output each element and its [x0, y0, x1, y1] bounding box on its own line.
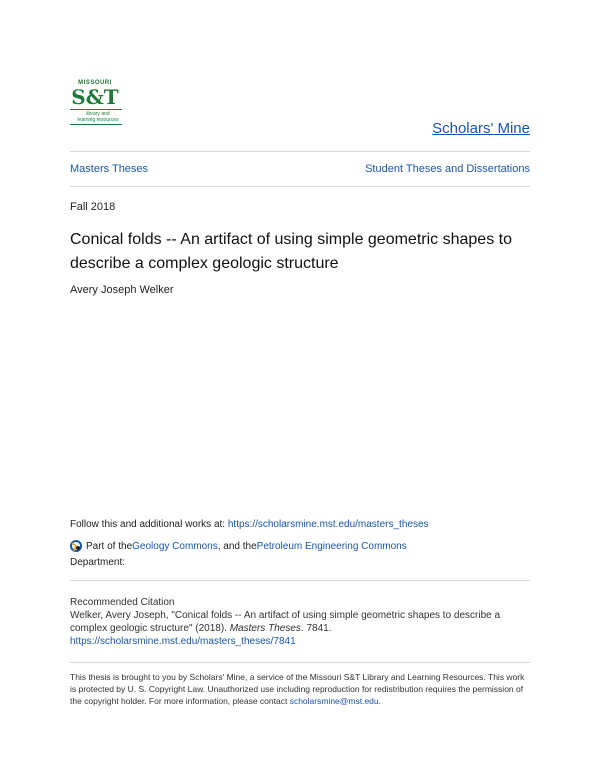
- nav-divider: [70, 186, 530, 187]
- department-label: Department:: [70, 557, 126, 568]
- follow-url-link[interactable]: https://scholarsmine.mst.edu/masters_theses: [227, 519, 429, 530]
- part-of-prefix: Part of the: [86, 540, 133, 552]
- site-name-link[interactable]: Scholars' Mine: [432, 120, 530, 137]
- logo-mark: S&T: [71, 85, 119, 109]
- logo-top-text: MISSOURI: [78, 80, 112, 86]
- logo-divider-bottom: [70, 124, 122, 125]
- footer-text: This thesis is brought to you by Scholars' Mine, a service of the Missouri S&T Library and Learning Resources. This work is protected by U. S. Copyright Law. Unauthorized use including reproduction for redistribution requires the permission of the copyright holder. For more information, please contact: [70, 672, 525, 706]
- nav-student-theses-link[interactable]: Student Theses and Dissertations: [365, 163, 530, 175]
- footer-end: .: [378, 696, 382, 706]
- petroleum-engineering-commons-link[interactable]: Petroleum Engineering Commons: [256, 540, 407, 552]
- missouri-st-logo: [70, 80, 130, 136]
- logo-divider: [70, 109, 122, 110]
- citation-number: . 7841.: [300, 623, 332, 634]
- logo-sub-line2: learning resources: [77, 117, 119, 123]
- recommended-citation-label: Recommended Citation: [70, 597, 175, 608]
- footer-notice: [70, 671, 530, 707]
- nav-masters-theses-link[interactable]: Masters Theses: [70, 163, 149, 175]
- part-of-middle: , and the: [217, 540, 257, 552]
- open-access-icon: [70, 540, 82, 552]
- document-title: Conical folds -- An artifact of using simple geometric shapes to describe a complex geologic structure: [70, 231, 512, 272]
- citation-text: [70, 609, 530, 648]
- citation-divider: [70, 580, 530, 581]
- citation-main: Welker, Avery Joseph, "Conical folds -- An artifact of using simple geometric shapes to describe a complex geologic structure" (2018).: [70, 610, 501, 634]
- document-date: Fall 2018: [70, 201, 116, 213]
- follow-line: [70, 519, 429, 530]
- logo-sub-line1: library and: [86, 111, 110, 117]
- footer-divider: [70, 662, 530, 663]
- citation-url-link[interactable]: https://scholarsmine.mst.edu/masters_theses/7841: [70, 636, 296, 647]
- document-author: Avery Joseph Welker: [70, 284, 174, 296]
- citation-journal: Masters Theses: [229, 623, 301, 634]
- part-of-line: [70, 540, 407, 552]
- geology-commons-link[interactable]: Geology Commons: [132, 540, 218, 552]
- header-divider: [70, 151, 530, 152]
- contact-email-link[interactable]: scholarsmine@mst.edu: [289, 696, 379, 706]
- follow-prefix: Follow this and additional works at:: [70, 519, 228, 530]
